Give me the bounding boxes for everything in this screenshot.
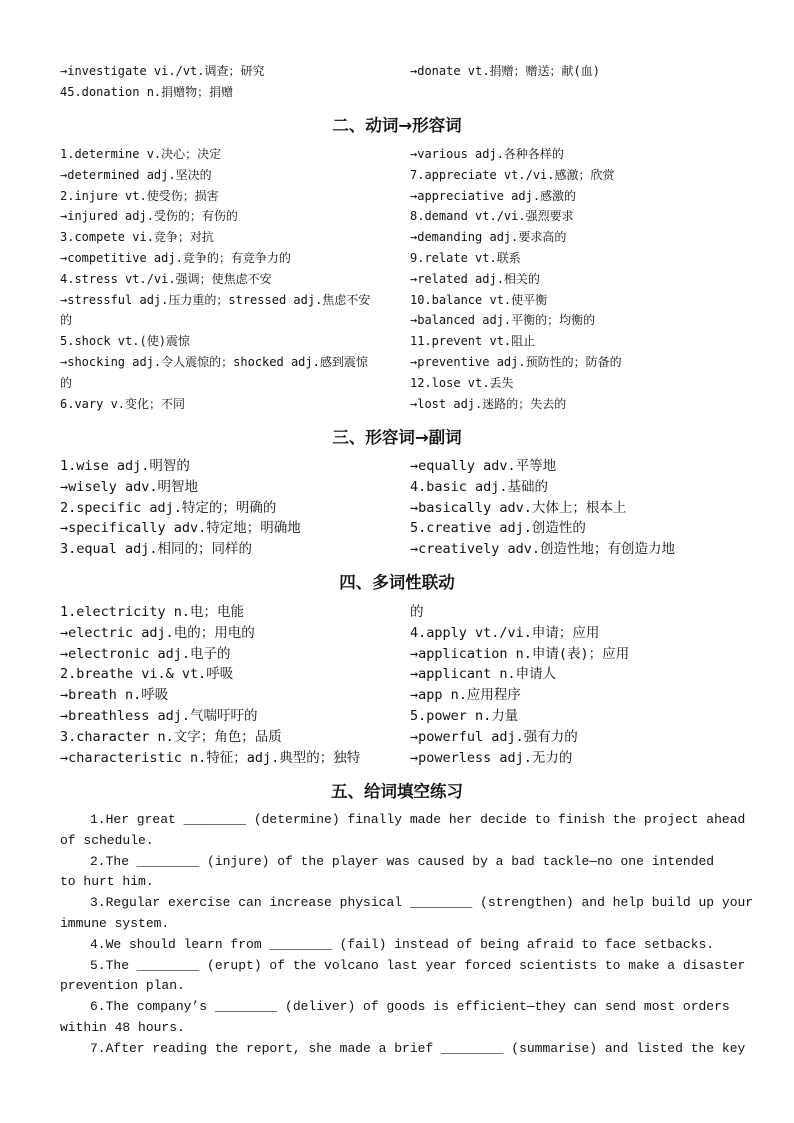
vocab-line: 的 bbox=[60, 375, 73, 390]
vocab-line: 4.basic adj.基础的 bbox=[410, 478, 549, 495]
vocab-line: →breath n.呼吸 bbox=[60, 687, 169, 704]
vocab-line: 6.vary v.变化；不同 bbox=[60, 396, 186, 411]
vocab-line: →preventive adj.预防性的；防备的 bbox=[410, 354, 622, 369]
vocab-line: 的 bbox=[410, 604, 424, 620]
exercise-block bbox=[60, 810, 754, 1060]
vocab-line: 5.shock vt.(使)震惊 bbox=[60, 334, 190, 349]
top-right-column bbox=[410, 61, 740, 82]
vocab-line: →applicant n.申请人 bbox=[410, 666, 557, 683]
vocab-line: 4.stress vt./vi.强调；使焦虑不安 bbox=[60, 271, 272, 286]
vocab-line: →demanding adj.要求高的 bbox=[410, 230, 567, 245]
vocab-line: 2.breathe vi.& vt.呼吸 bbox=[60, 666, 234, 683]
vocab-line: 5.creative adj.创造性的 bbox=[410, 520, 586, 537]
exercise-line: 6.The company’s ________ (deliver) of goods is efficient—they can send most orders bbox=[90, 999, 730, 1015]
vocab-line: →application n.申请(表)；应用 bbox=[410, 645, 630, 662]
exercise-line: immune system. bbox=[60, 915, 170, 931]
exercise-line: 3.Regular exercise can increase physical ________ (strengthen) and help build up your bbox=[90, 895, 754, 911]
exercise-line: prevention plan. bbox=[60, 978, 185, 994]
section-heading-verb-to-adjective: 二、动词→形容词 bbox=[332, 116, 462, 135]
vocab-line: 45.donation n.捐赠物；捐赠 bbox=[60, 84, 234, 99]
section-heading-fill-in-practice: 五、给词填空练习 bbox=[331, 782, 463, 801]
vocab-line: →stressful adj.压力重的；stressed adj.焦虑不安 bbox=[60, 292, 371, 307]
vocab-line: →characteristic n.特征；adj.典型的；独特 bbox=[60, 749, 361, 766]
vocab-line: 5.power n.力量 bbox=[410, 707, 519, 724]
vocab-line: 1.determine v.决心；决定 bbox=[60, 147, 222, 161]
vocab-line: →determined adj.坚决的 bbox=[60, 167, 212, 182]
vocab-line: →balanced adj.平衡的；均衡的 bbox=[410, 313, 596, 328]
top-left-column bbox=[60, 61, 390, 103]
vocab-line: 2.injure vt.使受伤；损害 bbox=[60, 188, 219, 203]
vocab-line: 1.wise adj.明智的 bbox=[60, 458, 190, 474]
exercise-line: 2.The ________ (injure) of the player was caused by a bad tackle—no one intended bbox=[90, 853, 715, 869]
section3-left-column bbox=[60, 456, 390, 560]
vocab-line: →shocking adj.令人震惊的；shocked adj.感到震惊 bbox=[60, 354, 368, 369]
exercise-line: of schedule. bbox=[60, 832, 154, 848]
vocab-line: 3.equal adj.相同的；同样的 bbox=[60, 541, 253, 558]
vocab-line: →various adj.各种各样的 bbox=[410, 147, 564, 161]
vocab-line: 8.demand vt./vi.强烈要求 bbox=[410, 209, 574, 224]
vocab-line: →app n.应用程序 bbox=[410, 687, 521, 704]
vocab-line: →equally adv.平等地 bbox=[410, 458, 557, 474]
vocab-line: 3.compete vi.竞争；对抗 bbox=[60, 230, 214, 245]
exercise-line: 1.Her great ________ (determine) finally made her decide to finish the project ahead bbox=[90, 812, 746, 827]
vocab-line: 7.appreciate vt./vi.感激；欣赏 bbox=[410, 167, 615, 182]
section-heading-multi-part-of-speech: 四、多词性联动 bbox=[339, 573, 455, 592]
vocab-line: 1.electricity n.电；电能 bbox=[60, 604, 245, 620]
exercise-line: 4.We should learn from ________ (fail) instead of being afraid to face setbacks. bbox=[90, 936, 715, 952]
vocab-line: 10.balance vt.使平衡 bbox=[410, 292, 548, 307]
exercise-line: within 48 hours. bbox=[60, 1019, 185, 1035]
section2-right-column bbox=[410, 144, 740, 414]
vocab-line: 4.apply vt./vi.申请；应用 bbox=[410, 624, 600, 641]
vocab-line: 3.character n.文字；角色；品质 bbox=[60, 728, 282, 745]
vocab-line: →creatively adv.创造性地；有创造力地 bbox=[410, 541, 676, 558]
vocab-line: →competitive adj.竞争的；有竞争力的 bbox=[60, 250, 291, 265]
vocab-line: 9.relate vt.联系 bbox=[410, 250, 521, 265]
vocab-line: →appreciative adj.感激的 bbox=[410, 188, 577, 203]
vocab-line: 11.prevent vt.阻止 bbox=[410, 334, 536, 349]
vocab-line: →specifically adv.特定地；明确地 bbox=[60, 520, 301, 537]
section4-left-column bbox=[60, 602, 390, 768]
section3-right-column bbox=[410, 456, 740, 560]
exercise-line: 7.After reading the report, she made a brief ________ (summarise) and listed the key bbox=[90, 1040, 746, 1056]
vocab-line: 的 bbox=[60, 313, 73, 328]
vocab-line: →powerful adj.强有力的 bbox=[410, 728, 578, 745]
vocab-line: →donate vt.捐赠；赠送；献(血) bbox=[410, 64, 600, 78]
vocab-line: →investigate vi./vt.调查；研究 bbox=[60, 64, 265, 78]
vocab-line: →injured adj.受伤的；有伤的 bbox=[60, 209, 238, 224]
exercise-line: 5.The ________ (erupt) of the volcano last year forced scientists to make a disaster bbox=[90, 957, 746, 973]
vocab-line: →electric adj.电的；用电的 bbox=[60, 624, 255, 641]
section2-left-column bbox=[60, 144, 390, 414]
vocab-line: →basically adv.大体上；根本上 bbox=[410, 499, 627, 516]
vocab-line: →related adj.相关的 bbox=[410, 271, 540, 286]
vocab-line: →breathless adj.气喘吁吁的 bbox=[60, 707, 258, 724]
vocab-line: →electronic adj.电子的 bbox=[60, 645, 231, 662]
vocab-line: →powerless adj.无力的 bbox=[410, 749, 573, 766]
vocab-line: 2.specific adj.特定的；明确的 bbox=[60, 499, 277, 516]
vocab-line: →wisely adv.明智地 bbox=[60, 478, 199, 495]
section4-right-column bbox=[410, 602, 740, 768]
vocab-line: 12.lose vt.丢失 bbox=[410, 375, 514, 390]
vocab-line: →lost adj.迷路的；失去的 bbox=[410, 396, 567, 411]
section-heading-adjective-to-adverb: 三、形容词→副词 bbox=[332, 428, 462, 447]
exercise-line: to hurt him. bbox=[60, 874, 154, 890]
